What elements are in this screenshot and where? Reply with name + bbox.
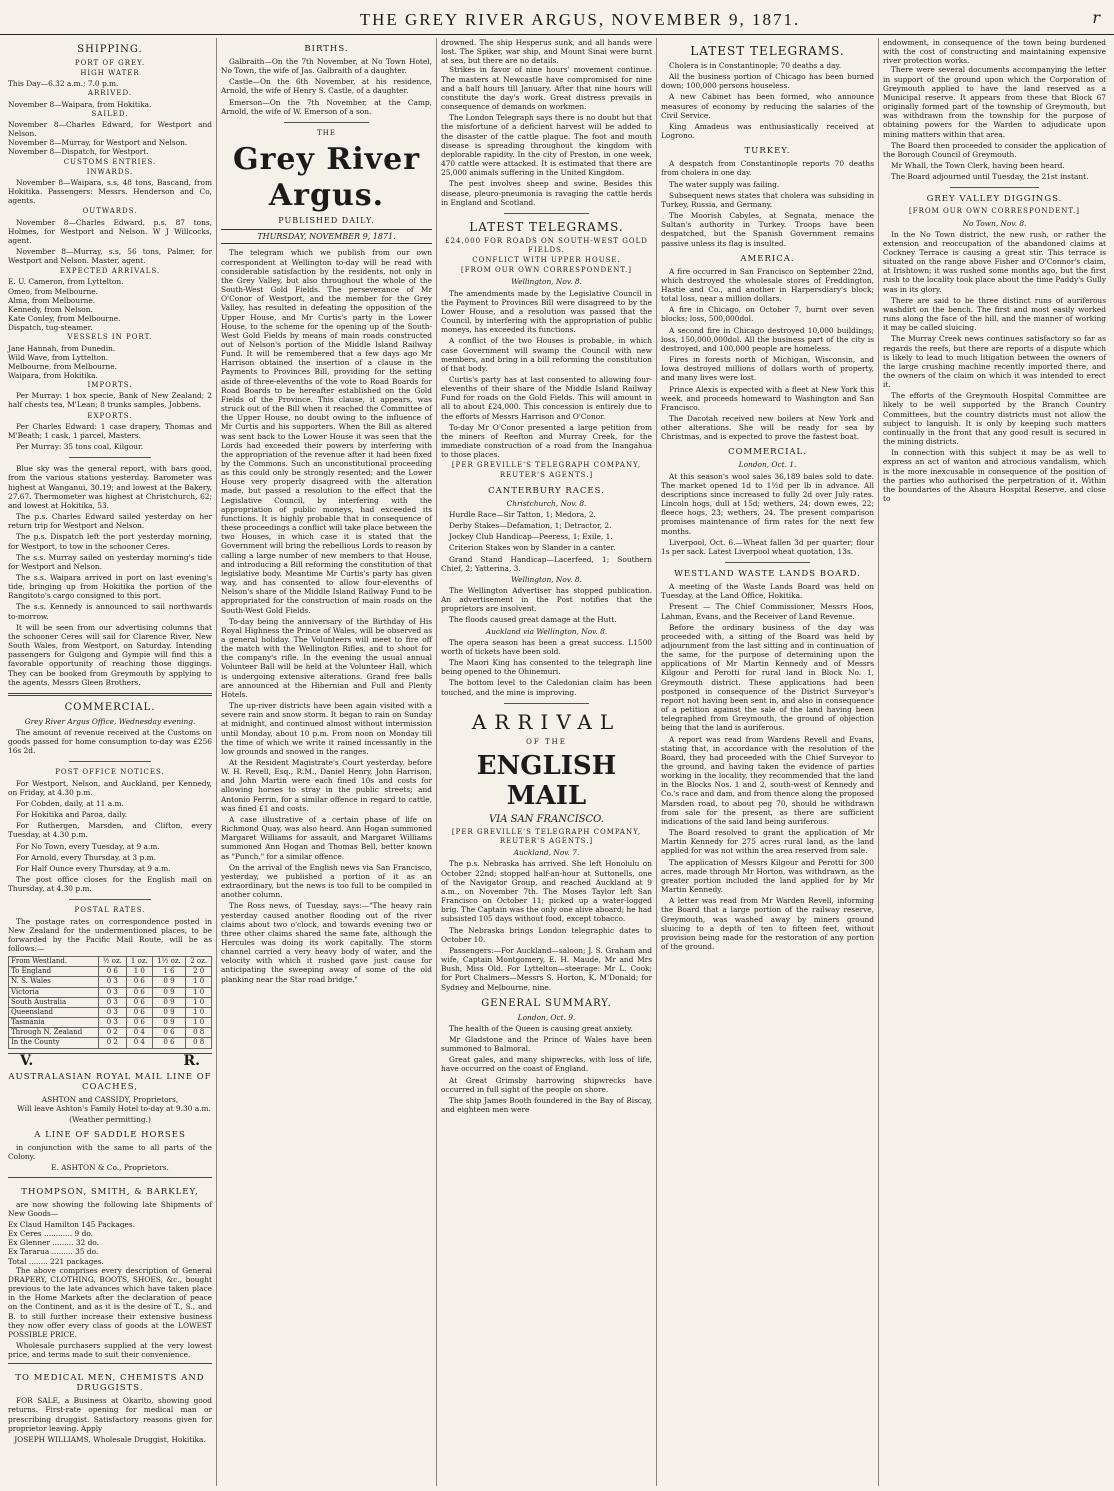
table-row	[9, 1028, 212, 1038]
table-cell: 2 0	[186, 967, 212, 977]
thompson-desc: The above comprises every description of General DRAPERY, CLOTHING, BOOTS, SHOES, &c., bought previous to the late advances which have taken place in the Home Markets after the declaration of peace on the Continent, and as it is the desire of T., S., and B. to still further increase their extensive business they now offer every class of goods at the LOWEST POSSIBLE PRICE.	[8, 1265, 212, 1339]
table-row	[9, 1007, 212, 1017]
customs-heading: CUSTOMS ENTRIES.	[63, 157, 157, 166]
table-cell: N. S. Wales	[9, 977, 99, 987]
table-cell: 0 6	[152, 1028, 186, 1038]
dateline: Wellington, Nov. 8.	[511, 574, 582, 584]
shipping-note: The p.s. Dispatch left the port yesterday morning, for Westport, to tow in the schooner Ceres.	[8, 532, 212, 551]
table-header: 1½ oz.	[152, 957, 186, 967]
table-cell: Queensland	[9, 1007, 99, 1017]
medical-text: FOR SALE, a Business at Okarito, showing good returns. First-rate opening for medical man or prescribing druggist. Satisfactory reasons given for proprietor leaving. Apply	[8, 1396, 212, 1433]
postal-text: The postage rates on correspondence posted in New Zealand for the undermentioned places, to be forwarded by the Pacific Mail Route, will be as follows:—	[8, 916, 212, 953]
table-cell: 1 0	[186, 997, 212, 1007]
table-header: From Westland.	[9, 957, 99, 967]
board-text: The Board resolved to grant the application of Mr Martin Kennedy for 275 acres rural land, as the land applied for was not within the area reserved from sale.	[661, 828, 874, 856]
article-text: There were several documents accompanying the letter in support of the ground upon which the Corporation of Greymouth applied to have the land reserved as a Municipal reserve. It appears from these that Block 67 originally formed part of the township of Greymouth, but was withdrawn from the township for the purpose of obtaining powers for the Warden to adjudicate upon mining matters within that area.	[883, 65, 1106, 139]
shipping-note: The s.s. Kennedy is announced to sail northwards to-morrow.	[8, 602, 212, 621]
column-1	[4, 38, 216, 1486]
telegram-text: The Wellington Advertiser has stopped publication. An advertisement in the Post notifies that the proprietors are insolvent.	[441, 585, 652, 614]
divider	[504, 213, 588, 214]
article-text: The Board adjourned until Tuesday, the 21st instant.	[891, 172, 1089, 182]
telegram-text: To-day Mr O'Conor presented a large petition from the miners of Reefton and Murray Creek, for the immediate construction of a road from the Inangahua to those places.	[441, 422, 652, 460]
table-cell: 0 3	[98, 1007, 126, 1017]
arrived-heading: ARRIVED.	[87, 89, 133, 98]
vessel-item: Wild Wave, from Lyttelton.	[8, 352, 109, 362]
race-result: Hurdle Race—Sir Tatton, 1; Medora, 2.	[449, 509, 596, 519]
turkey-text: The Moorish Cabyles, at Segnata, menace the Sultan's authority in Turkey. Troops have been despatched, but the Spanish Government remains passive unless its flag is insulted.	[661, 211, 874, 248]
thompson-text: are now showing the following late Shipments of New Goods—	[8, 1199, 212, 1218]
telegram-text: The bottom level to the Caledonian claim has been touched, and the mine is improving.	[441, 678, 652, 697]
table-cell: 1 6	[152, 967, 186, 977]
expected-item: E. U. Cameron, from Lyttelton.	[8, 277, 124, 287]
medical-heading: TO MEDICAL MEN, CHEMISTS AND DRUGGISTS.	[15, 1373, 205, 1394]
telegram-text: The opera season has been a great success. L1500 worth of tickets have been sold.	[441, 637, 652, 656]
coach-heading: AUSTRALASIAN ROYAL MAIL LINE OF COACHES,	[8, 1071, 212, 1092]
table-cell: 0 9	[152, 977, 186, 987]
board-text: A letter was read from Mr Warden Revell, informing the Board that a large portion of the railway reserve, Greymouth, was washed away by miners ground sluicing to a depth of ten to fifteen feet, without provision being made for the restoration of any portion of the ground.	[661, 896, 874, 951]
arrived: November 8—Waipara, from Hokitika.	[8, 99, 152, 109]
diggings-text: The efforts of the Greymouth Hospital Committee are likely to be well supported by the Branch Country Committees, but the country districts must not allow the subject to languish. It is only by keeping such matters continually in the front that any good result is secured in the mining districts.	[883, 391, 1106, 447]
table-cell: 0 6	[152, 1038, 186, 1048]
table-cell: 0 9	[152, 987, 186, 997]
sailed-item: November 8—Charles Edward, for Westport and Nelson.	[8, 119, 212, 139]
coach-weather: (Weather permitting.)	[69, 1115, 151, 1124]
expected-item: Kennedy, from Nelson.	[8, 304, 93, 314]
divider	[284, 122, 368, 123]
table-cell: 0 8	[186, 1028, 212, 1038]
turkey-text: A despatch from Constantinople reports 70 deaths from cholera in one day.	[661, 159, 874, 178]
table-cell: 0 6	[127, 987, 153, 997]
turkey-text: The water supply was failing.	[669, 179, 780, 189]
table-cell: 1 0	[186, 977, 212, 987]
shipping-heading: SHIPPING.	[77, 44, 143, 55]
postal-heading: POSTAL RATES.	[74, 906, 146, 915]
birth-notice: Castle—On the 6th November, at his residence, Arnold, the wife of Henry S. Castle, of a daughter.	[221, 77, 432, 96]
thompson-ad	[8, 1177, 212, 1360]
diggings-text: There are said to be three distinct runs of auriferous washdirt on the bench. The first and most easily worked runs along the face of the hill, and the manner of working it may be called sluicing.	[883, 295, 1106, 333]
saddle-text: in conjunction with the same to all parts of the Colony.	[8, 1143, 212, 1162]
divider	[950, 187, 1039, 188]
expected-item: Alma, from Melbourne.	[8, 295, 96, 305]
outwards-heading: OUTWARDS.	[82, 207, 138, 216]
post-notice: For Half Ounce every Thursday, at 9 a.m.	[16, 863, 171, 873]
table-row	[9, 1038, 212, 1048]
shipping-note: The p.s. Charles Edward sailed yesterday on her return trip for Westport and Nelson.	[8, 512, 212, 531]
table-cell: In the County	[9, 1038, 99, 1048]
post-notice: For Cobden, daily, at 11 a.m.	[16, 798, 124, 808]
port-heading: PORT OF GREY.	[74, 59, 146, 67]
table-cell: 0 6	[127, 977, 153, 987]
grey-valley-heading: GREY VALLEY DIGGINGS.	[926, 194, 1063, 205]
dateline: No Town, Nov. 8.	[962, 218, 1027, 228]
thompson-item: Ex Glenner ......... 32 do.	[8, 1238, 99, 1248]
table-cell: 1 0	[186, 1007, 212, 1017]
outwards-item: November 8—Charles Edward, p.s, 87 tons, Holmes, for Westport and Nelson. W J Willcocks, agent.	[8, 217, 212, 245]
dateline: Wellington, Nov. 8.	[511, 277, 582, 287]
paper-nameplate: Grey River Argus.	[232, 142, 421, 214]
column-4	[656, 38, 878, 1486]
sailed-heading: SAILED.	[91, 109, 129, 118]
table-row	[9, 967, 212, 977]
imports-heading: IMPORTS.	[87, 381, 133, 390]
masthead	[0, 4, 1114, 35]
expected-item: Dispatch, tug-steamer.	[8, 323, 93, 333]
table-cell: 0 6	[98, 967, 126, 977]
article-text: endowment, in consequence of the town being burdened with the cost of constructing and maintaining expensive river protection works.	[883, 38, 1106, 66]
table-cell: 0 4	[127, 1028, 153, 1038]
mail-text: The Nebraska brings London telegraphic dates to October 10.	[441, 925, 652, 944]
editorial-para: A case illustrative of a certain phase of life on Richmond Quay, was also heard. Ann Hogan summoned Margaret Williams for assault, and Margaret Williams summoned Ann Hogan and Thomas Bell, better known as "Punch," for a similar offence.	[221, 814, 432, 861]
column-5	[878, 38, 1110, 1486]
commercial-heading: COMMERCIAL.	[728, 447, 807, 458]
telegram-text: The amendments made by the Legislative Council in the Payment to Provinces Bill were disagreed to by the Lower House, and a resolution was passed that the Council, by interfering with the appropriation of public moneys, has exceeded its functions.	[441, 288, 652, 335]
of-the-label: OF THE	[526, 737, 567, 746]
divider	[69, 457, 151, 458]
coach-props: ASHTON and CASSIDY, Proprietors,	[41, 1094, 179, 1104]
dateline: Auckland via Wellington, Nov. 8.	[485, 626, 608, 636]
exports-heading: EXPORTS.	[87, 411, 133, 420]
table-cell: 0 2	[98, 1028, 126, 1038]
post-notice: The post office closes for the English mail on Thursday, at 4.30 p.m.	[8, 875, 212, 894]
thompson-heading: THOMPSON, SMITH, & BARKLEY,	[21, 1186, 199, 1197]
medical-ad	[8, 1363, 212, 1444]
board-text: Present — The Chief Commissioner, Messrs Hoos, Lahman, Evans, and the Receiver of Land Revenue.	[661, 602, 874, 621]
latest-telegrams-heading: LATEST TELEGRAMS.	[469, 219, 624, 234]
the-label: THE	[317, 128, 336, 137]
diggings-text: The Murray Creek news continues satisfactory so far as regards the reefs, but there are reports of a dispute which is likely to lead to much litigation between the owners of the large crushing machine recently imported there, and the owners of the claim on which it was intended to erect it.	[883, 334, 1106, 390]
summary-heading: GENERAL SUMMARY.	[481, 997, 612, 1009]
table-cell: 0 9	[152, 1018, 186, 1028]
table-cell: Tasmania	[9, 1018, 99, 1028]
post-notice: For Arnold, every Thursday, at 3 p.m.	[16, 852, 156, 862]
table-header-row	[9, 957, 212, 967]
table-header: ½ oz.	[98, 957, 126, 967]
divider	[504, 703, 588, 704]
table-cell: South Australia	[9, 997, 99, 1007]
coach-ad	[8, 1053, 212, 1173]
america-text: Prince Alexis is expected with a fleet at New York this week, and proceeds homeward to Washington and San Francisco.	[661, 384, 874, 412]
page-title: THE GREY RIVER ARGUS, NOVEMBER 9, 1871.	[359, 10, 801, 29]
postal-rates-table	[8, 956, 212, 1048]
table-cell: 0 3	[98, 977, 126, 987]
divider	[69, 899, 151, 900]
america-text: A fire in Chicago, on October 7, burnt over seven blocks; loss, 500,000dol.	[661, 305, 874, 324]
editorial-para: The Ross news, of Tuesday, says:—"The heavy rain yesterday caused another flooding out of the river claims about two o'clock, and towards evening two or three other claims shared the same fate, although the Hercules was doing its work capitally. The storm channel carried a very heavy body of water, and the velocity with which it rushed gave just cause for anticipating the sweeping away of some of the old planking near the Star road bridge."	[221, 901, 432, 984]
america-heading: AMERICA.	[740, 253, 795, 264]
america-text: A second fire in Chicago destroyed 10,000 buildings; loss, 150,000,000dol. All the business part of the city is destroyed, and 100,000 people are homeless.	[661, 325, 874, 353]
race-result: Derby Stakes—Defamation, 1; Detractor, 2.	[449, 521, 612, 531]
article-text: The Board then proceeded to consider the application of the Borough Council of Greymouth.	[883, 140, 1106, 159]
telegram-text: Curtis's party has at last consented to allowing four-elevenths of their share of the Middle Island Railway Fund for roads on the Gold Fields. This will amount in all to about £24,000. This concession is entirely due to the efforts of Messrs Harrison and O'Conor.	[441, 375, 652, 421]
shipping-note: Blue sky was the general report, with bars good, from the various stations yesterday. Barometer was highest at Wanganui, 30.19; and lowest at the Bakery, 27.67. Thermometer was highest at Christchurch, 62; and lowest at Hokitika, 53.	[8, 464, 212, 510]
article-text: Mr Whall, the Town Clerk, having been heard.	[891, 161, 1065, 171]
arrival-heading: ARRIVAL	[471, 709, 622, 734]
table-header: 2 oz.	[186, 957, 212, 967]
high-water-heading: HIGH WATER	[80, 69, 140, 78]
coach-text: Will leave Ashton's Family Hotel to-day at 9.30 a.m.	[17, 1103, 211, 1113]
births-heading: BIRTHS.	[304, 44, 349, 54]
table-cell: 0 9	[152, 997, 186, 1007]
reuter-note: [PER GREVILLE'S TELEGRAPH COMPANY, REUTER'S AGENTS.]	[451, 461, 642, 479]
telegram-text: The floods caused great damage at the Hutt.	[449, 615, 617, 625]
english-mail-heading: ENGLISH MAIL	[476, 750, 617, 811]
table-row	[9, 987, 212, 997]
table-cell: 0 4	[127, 1038, 153, 1048]
summary-text: At Great Grimsby harrowing shipwrecks have occurred in full sight of the people on shore.	[441, 1075, 652, 1094]
table-cell: 0 3	[98, 1018, 126, 1028]
own-correspondent: [FROM OUR OWN CORRESPONDENT.]	[461, 266, 632, 275]
table-cell: 0 3	[98, 987, 126, 997]
dateline: London, Oct. 9.	[517, 1012, 576, 1022]
races-heading: CANTERBURY RACES.	[488, 485, 605, 496]
table-row	[9, 1018, 212, 1028]
table-cell: 0 8	[186, 1038, 212, 1048]
table-cell: 1 0	[186, 1018, 212, 1028]
article-text: Strikes in favor of nine hours' movement continue. The masters at Newcastle have compromised for nine and a half hours till January. After that nine hours will constitute the day's work. Great distress prevails in consequence of demands on workmen.	[441, 65, 652, 112]
mail-text: The p.s. Nebraska has arrived. She left Honolulu on October 22nd; stopped half-an-hour at Suttonells, one of the Navigator Group, and reached Auckland at 9 a.m., on November 7th. The Moses Taylor left San Francisco on October 11; picked up a water-logged brig. The Captain was the only one alive aboard; he had subsisted 105 days without food, except tobacco.	[441, 859, 652, 924]
article-text: The London Telegraph says there is no doubt but that the misfortune of a deficient harvest will be added to the disaster of the cattle plague. The foot and mouth disease is spreading throughout the kingdom with deplorable rapidity. In the city of Preston, in one week, 470 cattle were attacked. It is estimated that there are 25,000 animals suffering in the United Kingdom.	[441, 113, 652, 178]
commercial-heading: COMMERCIAL.	[64, 701, 156, 713]
telegram-text: All the business portion of Chicago has been burned down; 100,000 persons houseless.	[661, 72, 874, 91]
divider	[8, 693, 212, 696]
outwards-item: November 8—Murray, s.s, 56 tons, Palmer, for Westport and Nelson. Master, agent.	[8, 246, 212, 266]
table-cell: 0 2	[98, 1038, 126, 1048]
article-text: The pest involves sheep and swine. Besides this disease, pleuro-pneumonia is ravaging the cattle herds in England and Scotland.	[441, 179, 652, 207]
expected-heading: EXPECTED ARRIVALS.	[59, 267, 161, 276]
post-heading: POST OFFICE NOTICES.	[55, 768, 165, 777]
race-result: Criterion Stakes won by Slander in a canter.	[449, 543, 616, 553]
table-cell: Through N. Zealand	[9, 1028, 99, 1038]
saddle-sign: E. ASHTON & Co., Proprietors.	[51, 1163, 169, 1173]
board-text: Before the ordinary business of the day was proceeded with, a sitting of the Board was held by adjournment from the last sitting and in continuation of the same, for the purpose of determining upon the applications of Mr Martin Kennedy and of Messrs Kilgour and Perotti for rural land in Block No. 1, Greymouth district. These applications had been postponed in consequence of the District Surveyor's report not having been sent in, and also in consequence of a petition against the sale of the land having been telegraphed from Greymouth, the ground of objection being that the land is auriferous.	[661, 622, 874, 733]
high-water: This Day—6.32 a.m.; 7.0 p.m.	[8, 79, 119, 89]
telegram-text: A conflict of the two Houses is probable, in which case Government will swamp the Council with new members, and bring in a bill reforming the constitution of that body.	[441, 336, 652, 373]
published-daily: PUBLISHED DAILY.	[278, 216, 375, 226]
thompson-item: Ex Tararua ......... 35 do.	[8, 1247, 99, 1257]
table-row	[9, 977, 212, 987]
saddle-heading: A LINE OF SADDLE HORSES	[34, 1130, 186, 1141]
editorial-para: On the arrival of the English news via San Francisco, yesterday, we published a portion of it as an extraordinary, but the news is too full to be compiled in another column.	[221, 862, 432, 900]
divider	[725, 562, 810, 563]
exports-item: Per Murray: 35 tons coal, Kilgour.	[16, 442, 144, 452]
editorial-para: To-day being the anniversary of the Birthday of His Royal Highness the Prince of Wales, will be observed as a general holiday. The Volunteers will meet to fire off the match with the Wellington Rifles, and to shoot for the company's rifle. In the evening the usual annual Volunteer Ball will be held at the Volunteer Hall, which is undergoing extensive alterations. Grand free balls are announced at the Hibernian and Full and Plenty Hotels.	[221, 616, 432, 699]
post-notice: For No Town, every Tuesday, at 9 a.m.	[16, 841, 160, 851]
page-mark: r	[1092, 8, 1100, 27]
imports: Per Murray: 1 box specie, Bank of New Zealand; 2 half chests tea, M'Lean; 8 trunks samples, Jobbens.	[8, 391, 212, 410]
waste-lands-heading: WESTLAND WASTE LANDS BOARD.	[674, 569, 861, 580]
diggings-text: In the No Town district, the new rush, or rather the extension and reoccupation of the abandoned claims at Cockney Terrace is causing a great stir. This terrace is situated on the range above Fisher and O'Connor's claim, at Irishtown; it was rushed some months ago, but the first rush to the locality took place about the time Paddy's Gully was in its glory.	[883, 229, 1106, 294]
turkey-text: Subsequent news states that cholera was subsiding in Turkey, Russia, and Germany.	[661, 190, 874, 209]
medical-sign: JOSEPH WILLIAMS, Wholesale Druggist, Hokitika.	[14, 1434, 206, 1444]
board-text: The application of Messrs Kilgour and Perotti for 300 acres, made through Mr Horton, was withdrawn, as the greater portion included the land applied for by Mr Martin Kennedy.	[661, 857, 874, 895]
board-text: A report was read from Wardens Revell and Evans, stating that, in accordance with the resolution of the Board, they had proceeded with the Chief Surveyor to the ground, and having taken the evidence of parties working in the locality, they recommended that the land in the Blocks Nos. 1 and 2, south-west of Kennedy and Co.'s race and dam, and from thence along the proposed Marsden road, to about peg 70, should be withdrawn from sale for the present, as there are sufficient indications of the said land being auriferous.	[661, 734, 874, 826]
dateline: London, Oct. 1.	[738, 460, 797, 470]
sailed-item: November 8—Dispatch, for Westport.	[8, 147, 149, 157]
column-2	[216, 38, 436, 1486]
post-notice: For Hokitika and Paroa, daily.	[16, 810, 128, 820]
article-text: drowned. The ship Hesperus sunk, and all hands were lost. The Spiker, war ship, and Mount Sinai were burnt at sea, but there are no details.	[441, 38, 652, 66]
vessel-item: Waipara, from Hokitika.	[8, 371, 98, 380]
columns	[0, 38, 1114, 1486]
america-text: The Dacotah received new boilers at New York and other alterations. She will be ready for sea by Christmas, and is expected to prove the fastest boat.	[661, 414, 874, 442]
summary-text: Mr Gladstone and the Prince of Wales have been summoned to Balmoral.	[441, 1034, 652, 1054]
via-label: VIA SAN FRANCISCO.	[489, 813, 604, 825]
telegram-text: King Amadeus was enthusiastically received at Logrono.	[661, 121, 874, 141]
telegram-text: Cholera is in Constantinople; 70 deaths a day.	[669, 61, 842, 70]
issue-date: THURSDAY, NOVEMBER 9, 1871.	[221, 229, 432, 244]
dateline: Auckland, Nov. 7.	[513, 848, 580, 858]
diggings-text: In connection with this subject it may be as well to express an act of wanton and atrocious vandalism, which is the more inexcusable in consequence of the position of the parties who authorised the perpetration of it. Within the boundaries of the Ahaura Hospital Reserve, and close to	[883, 448, 1106, 504]
thompson-item: Ex Claud Hamilton 145 Packages.	[8, 1219, 136, 1229]
post-notice: For Ruthergen, Marsden, and Clifton, every Tuesday, at 4.30 p.m.	[8, 821, 212, 840]
expected-item: Kate Conley, from Melbourne.	[8, 314, 121, 324]
post-notice: For Westport, Nelson, and Auckland, per Kennedy, on Friday, at 4.30 p.m.	[8, 778, 212, 797]
board-text: A meeting of the Waste Lands Board was held on Tuesday, at the Land Office, Hokitika.	[661, 582, 874, 601]
editorial-para: The telegram which we publish from our own correspondent at Wellington to-day will be read with considerable satisfaction by the residents, not only in the Grey Valley, but also throughout the whole of the South-West Gold Fields. The perseverance of Mr O'Conor of Westport, and the member for the Grey Valley, has resulted in defeating the opposition of the Upper House, and Mr Curtis's party in the Lower House, to the scheme for the opening up of the South-West Gold Fields by means of main roads constructed out of Nelson's portion of the Middle Island Railway Fund. It will be remembered that a few days ago Mr Harrison obtained the insertion of a clause in the Payments to Provinces Bill, providing for the setting aside of three-elevenths of the vote to Road Boards for Road Boards to be hereafter established on the Gold Fields of the Province. This clause, it appears, was struck out of the Bill when it reached the Committee of the Upper House, no doubt owing to the influence of Mr Curtis and his supporters. When the Bill as altered was sent back to the Lower House it was seen that the Lords had exceeded their powers by interfering with the appropriation of the revenue after it had been fixed by the Commons. Such an unconstitutional proceeding as this could only be strongly resented; and the Lower House very properly disagreed with the alteration made, but passed a resolution to the effect that the Legislative Council, by interfering with the appropriation of public moneys, had exceeded its functions. It is highly probable that in consequence of these proceedings a conflict will take place between the two Houses, in which case it is stated that the Government will bring the rebellious Lords to reason by calling a large number of new members to that House, and introducing a Bill reforming the constitution of that legislative body. Meantime Mr Curtis's party has given way, and has consented to allow four-elevenths of Nelson's share of the Middle Island Railway Fund to be appropriated for the construction of main roads on the South-West Gold Fields.	[221, 248, 432, 615]
turkey-heading: TURKEY.	[744, 146, 791, 157]
thompson-item: Ex Ceres ............ 9 do.	[8, 1229, 93, 1239]
thompson-wholesale: Wholesale purchasers supplied at the very lowest price, and terms made to suit their convenience.	[8, 1340, 212, 1360]
inwards: November 8—Waipara, s.s, 48 tons, Bascand, from Hokitika. Passengers: Messrs. Henderson and Co, agents.	[8, 177, 212, 206]
own-correspondent: [FROM OUR OWN CORRESPONDENT.]	[909, 207, 1080, 216]
vessels-heading: VESSELS IN PORT.	[67, 333, 153, 342]
column-3	[436, 38, 656, 1486]
table-cell: 1 0	[186, 987, 212, 997]
divider	[69, 761, 151, 762]
commercial-office: Grey River Argus Office, Wednesday evening.	[24, 716, 196, 726]
latest-telegrams-heading: LATEST TELEGRAMS.	[690, 44, 845, 58]
vessel-item: Jane Hannah, from Dunedin.	[8, 343, 116, 353]
table-cell: 0 6	[127, 1018, 153, 1028]
america-text: A fire occurred in San Francisco on September 22nd, which destroyed the wholesale stores of Freddington, Hastie and Co., and another in Harpersdiary's block; total loss, near a million dollars.	[661, 266, 874, 304]
telegram-text: A new Cabinet has been formed, who announce measures of economy by reducing the salaries of the Civil Service.	[661, 92, 874, 120]
shipping-note: It will be seen from our advertising columns that the schooner Ceres will sail for Clarence River, New South Wales, from Westport, on Saturday. Intending passengers for Gulgong and Gympie will find this a favorable opportunity of reaching those diggings. They can be booked from Greymouth by applying to the agents, Messrs Gleen Brothers.	[8, 622, 212, 687]
commercial-text: At this season's wool sales 36,189 bales sold to date. The market opened 1d to 1½d per lb in advance. All descriptions since increased to fully 2d over July rates. Lincoln hogs, dull at 15d; wethers, 24; down ewes, 22; fleece hogs, 23; wethers, 24. The present comparison promises maintenance of firm rates for the next few months.	[661, 471, 874, 536]
summary-text: The ship James Booth foundered in the Bay of Biscay, and eighteen men were	[441, 1095, 652, 1115]
summary-text: Great gales, and many shipwrecks, with loss of life, have occurred on the coast of England.	[441, 1055, 652, 1074]
table-header: 1 oz.	[127, 957, 153, 967]
table-cell: 1 0	[127, 967, 153, 977]
table-cell: 0 3	[98, 997, 126, 1007]
commercial-text: The amount of revenue received at the Customs on goods passed for home consumption to-day was £256 16s 2d.	[8, 728, 212, 756]
shipping-note: The s.s. Murray sailed on yesterday morning's tide for Westport and Nelson.	[8, 552, 212, 571]
vr-right: R.	[183, 1052, 200, 1069]
vr-mark	[8, 1052, 212, 1069]
table-cell: 0 6	[127, 1007, 153, 1017]
commercial-text: Liverpool, Oct. 6.—Wheat fallen 3d per quarter; flour 1s per sack. Latest Liverpool wheat quotation, 13s.	[661, 537, 874, 556]
table-cell: To England	[9, 967, 99, 977]
editorial-para: The up-river districts have been again visited with a severe rain and snow storm. It began to rain on Sunday at midnight, and continued almost without intermission until Monday, about 10 p.m. From noon on Monday till the time of which we write it rained incessantly in the low grounds and snowed in the ranges.	[221, 701, 432, 756]
dateline: Christchurch, Nov. 8.	[506, 498, 587, 508]
birth-notice: Emerson—On the 7th November, at the Camp, Arnold, the wife of W. Emerson of a son.	[221, 97, 432, 116]
america-text: Fires in forests north of Michigan, Wisconsin, and Iowa destroyed millions of dollars worth of property, and many lives were lost.	[661, 355, 874, 383]
race-result: Jockey Club Handicap—Peeress, 1; Exile, 1.	[449, 532, 613, 542]
reuter-note: [PER GREVILLE'S TELEGRAPH COMPANY, REUTER'S AGENTS.]	[451, 828, 642, 846]
telegram-subhead: CONFLICT WITH UPPER HOUSE.	[472, 256, 621, 265]
mail-text: Passengers:—For Auckland—saloon; J. S. Graham and wife, Captain Montgomery, E. H. Maude, Mr and Mrs Bush, Miss Old. For Lyttelton—steerage: Mr L. Cook; for Port Chalmers—Messrs S. Horton, K. M'Donald; for Sydney and Melbourne, nine.	[441, 945, 652, 992]
shipping-note: The s.s. Waipara arrived in port on last evening's tide, bringing up from Hokitika the portion of the Rangitoto's cargo consigned to this port.	[8, 572, 212, 601]
thompson-total: Total ........ 221 packages.	[8, 1256, 104, 1266]
sailed-item: November 8—Murray, for Westport and Nelson.	[8, 138, 188, 148]
vr-left: V.	[20, 1052, 34, 1069]
table-cell: 0 9	[152, 1007, 186, 1017]
editorial-para: At the Resident Magistrate's Court yesterday, before W. H. Revell, Esq., R.M., Daniel Henry, John Harrison, and John Martin were each fined 10s and costs for allowing horses to stray in the public streets; and Antonio Ferrin, for a similar offence in regard to cattle, was fined £1 and costs.	[221, 758, 432, 813]
telegram-text: The Maori King has consented to the telegraph line being opened to the Ohinemuri.	[441, 658, 652, 677]
vessel-item: Melbourne, from Melbourne.	[8, 361, 117, 371]
expected-item: Omeo, from Melbourne.	[8, 286, 98, 296]
race-result: Grand Stand Handicap—Lacerfeed, 1; Southern Chief, 2; Yatterina, 3.	[441, 554, 652, 573]
birth-notice: Galbraith—On the 7th November, at No Town Hotel, No Town, the wife of Jas. Galbraith of a daughter.	[221, 57, 432, 76]
telegram-subhead: £24,000 FOR ROADS ON SOUTH-WEST GOLD FIELDS.	[445, 236, 648, 254]
inwards-heading: INWARDS.	[86, 167, 134, 176]
table-cell: 0 6	[127, 997, 153, 1007]
exports-item: Per Charles Edward: 1 case drapery, Thomas and M'Beath; 1 cask, 1 parcel, Masters.	[8, 421, 212, 440]
summary-text: The health of the Queen is causing great anxiety.	[449, 1023, 633, 1033]
table-cell: Victoria	[9, 987, 99, 997]
table-row	[9, 997, 212, 1007]
